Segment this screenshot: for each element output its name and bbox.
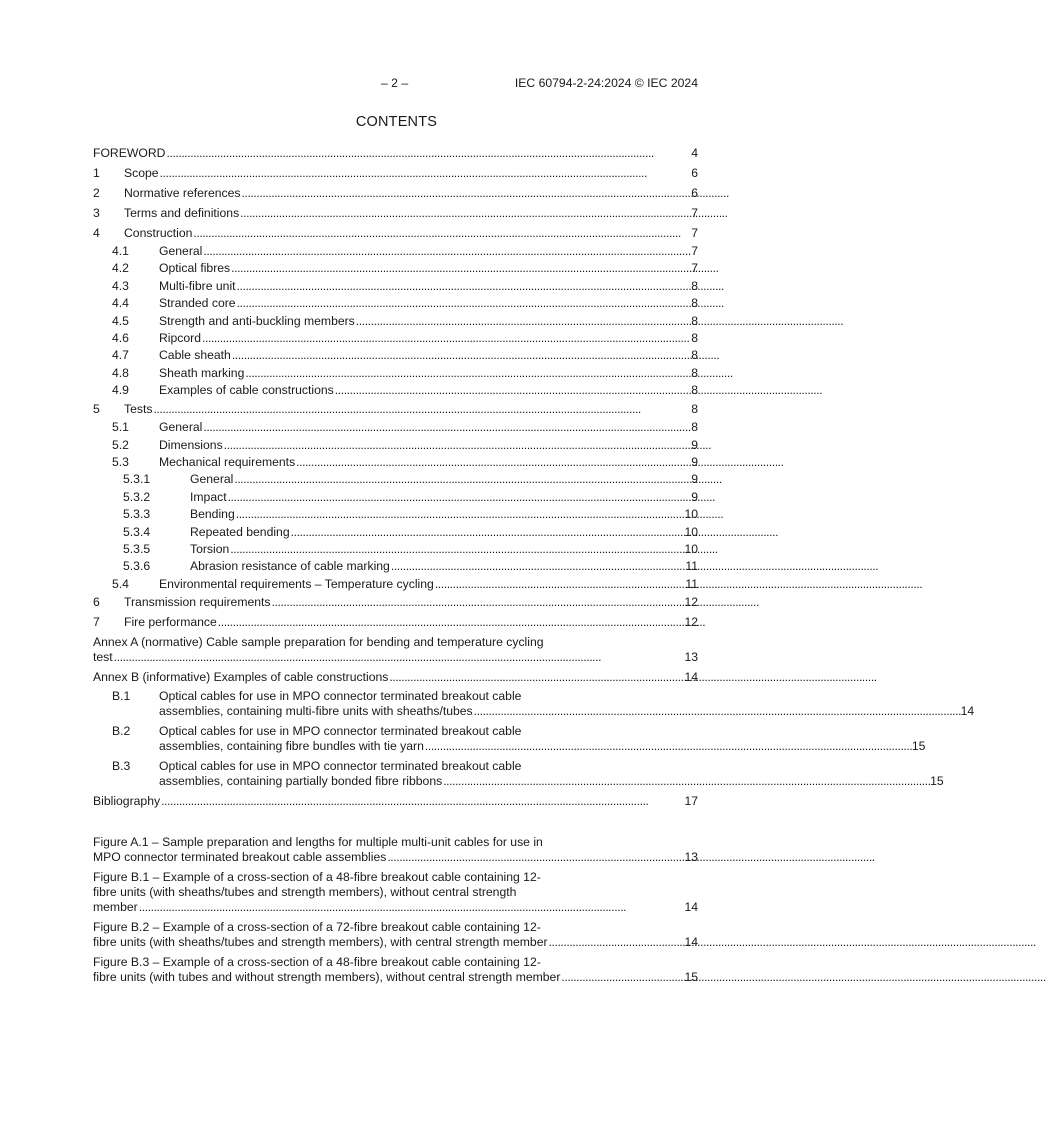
bibliography-entry[interactable] [93,791,698,811]
toc-entry-page: 8 [691,348,698,363]
toc-entry[interactable] [93,935,698,950]
dot-leader [224,438,691,453]
toc-entry-page: 4 [691,146,698,161]
table-of-contents [93,144,975,987]
toc-entry-title: General [159,244,203,259]
figure-caption-line: Figure B.2 – Example of a cross-section of a 72-fibre breakout cable containing 12- [93,920,541,935]
figure-entry[interactable] [93,952,698,987]
toc-entry-number: 5.1 [112,420,129,435]
toc-entry-page: 10 [684,524,698,539]
annex-entry[interactable] [93,667,698,687]
toc-entry-page: 8 [691,383,698,398]
toc-entry-title: Dimensions [159,437,223,452]
dot-leader [291,525,684,540]
toc-entry-title: Terms and definitions [124,205,240,220]
dot-leader [160,166,691,181]
toc-entry-page: 14 [684,900,698,915]
dot-leader [228,490,691,505]
toc-entry-number: 4.1 [112,244,129,259]
toc-entry-title: Impact [190,489,227,504]
dot-leader [232,348,690,363]
toc-entry[interactable] [159,774,944,789]
toc-entry-number: 1 [93,166,100,181]
dot-leader [435,577,685,592]
toc-entry-title: Transmission requirements [124,595,271,610]
toc-entry[interactable] [93,295,698,312]
annex-clause-entry[interactable] [93,687,975,722]
dot-leader [203,420,690,435]
page-number: – 2 – [381,76,409,90]
toc-entry-title: Examples of cable constructions [159,383,334,398]
toc-entry-title: test [93,649,113,664]
toc-entry-page: 14 [960,704,975,719]
dot-leader [234,472,690,487]
toc-entry-number: 7 [93,614,100,629]
toc-entry-number: 6 [93,595,100,610]
toc-entry-title: Abrasion resistance of cable marking [190,559,390,574]
annex-entry[interactable] [93,632,698,667]
toc-entry[interactable] [93,347,698,364]
toc-entry-page: 14 [684,669,698,684]
dot-leader [202,331,690,346]
toc-entry[interactable] [93,399,698,419]
toc-entry-number: 4.4 [112,296,129,311]
toc-entry[interactable] [159,704,974,719]
toc-entry-page: 7 [691,261,698,276]
toc-entry-title: Bibliography [93,793,161,808]
figure-caption-line: fibre units (with sheaths/tubes and strength members), without central strength [93,885,517,900]
toc-entry-page: 9 [691,437,698,452]
toc-entry[interactable] [93,506,698,523]
toc-entry-title: Strength and anti-buckling members [159,313,355,328]
toc-entry-page: 12 [684,595,698,610]
annex-clause-body [159,689,974,719]
toc-entry-number: 5.3.3 [123,507,151,522]
page-title: CONTENTS [355,114,438,130]
toc-entry-title: Sheath marking [159,365,245,380]
toc-entry[interactable] [93,454,698,471]
toc-entry[interactable] [93,558,698,575]
toc-entry-title: FOREWORD [93,146,166,161]
toc-entry-number: 5.3.5 [123,541,151,556]
figure-entry[interactable] [93,833,698,868]
toc-entry-page: 15 [911,739,926,754]
toc-entry-page: 9 [691,472,698,487]
dot-leader [240,206,690,221]
toc-entry-title: fibre units (with sheaths/tubes and strength members), with central strength member [93,935,548,950]
toc-entry-page: 6 [691,185,698,200]
toc-entry-number: 4.2 [112,261,129,276]
dot-leader [549,935,684,950]
dot-leader [335,383,690,398]
toc-entry[interactable] [93,970,698,985]
dot-leader [391,559,685,574]
dot-leader [242,186,691,201]
toc-entry[interactable] [93,164,698,184]
figure-entry[interactable] [93,868,698,918]
toc-entry-title: member [93,900,138,915]
dot-leader [356,314,690,329]
toc-entry[interactable] [93,593,698,613]
figure-caption-line: Figure B.3 – Example of a cross-section of a 48-fibre breakout cable containing 12- [93,954,541,969]
toc-entry-title: assemblies, containing fibre bundles with tie yarn [159,739,424,754]
dot-leader [161,794,683,809]
dot-leader [237,296,691,311]
dot-leader [203,244,690,259]
toc-entry[interactable] [93,523,698,540]
dot-leader [237,279,691,294]
annex-title-line: Annex A (normative) Cable sample preparation for bending and temperature cycling [93,634,544,649]
toc-entry-number: B.1 [112,689,131,704]
dot-leader [443,774,929,789]
dot-leader [218,615,684,630]
toc-entry[interactable] [93,613,698,633]
toc-entry-title: General [159,420,203,435]
toc-entry-number: 4.7 [112,348,129,363]
toc-entry[interactable] [93,330,698,347]
dot-leader [231,261,690,276]
toc-entry-title: Annex B (informative) Examples of cable constructions [93,669,389,684]
toc-entry-number: 4.6 [112,330,129,345]
toc-entry[interactable] [93,312,698,329]
toc-entry-page: 6 [691,166,698,181]
toc-entry-page: 7 [691,225,698,240]
dot-leader [296,455,690,470]
toc-entry-title: Cable sheath [159,348,231,363]
toc-entry-number: 5.3 [112,455,129,469]
toc-entry-page: 11 [685,559,698,574]
toc-entry-number: 4 [93,225,100,240]
toc-entry-number: 5.3.2 [123,489,151,504]
toc-entry[interactable] [93,419,698,436]
toc-entry-page: 10 [684,507,698,522]
toc-entry-page: 13 [684,850,698,865]
toc-entry-number: 4.9 [112,383,129,398]
dot-leader [387,850,683,865]
toc-entry-number: 4.5 [112,313,129,328]
toc-entry-number: 4.3 [112,278,129,293]
toc-entry-page: 8 [691,330,698,345]
toc-entry[interactable] [93,223,698,243]
dot-leader [139,900,684,915]
dot-leader [474,704,960,719]
toc-entry-title: fibre units (with tubes and without strength members), without central strength member [93,969,561,984]
toc-entry[interactable] [93,436,698,453]
toc-entry-title: Stranded core [159,296,236,311]
toc-entry[interactable] [93,541,698,558]
toc-entry-title: assemblies, containing multi-fibre units with sheaths/tubes [159,704,473,719]
toc-entry[interactable] [93,243,698,260]
figure-caption-line: Figure A.1 – Sample preparation and lengths for multiple multi-unit cables for use in [93,835,543,850]
dot-leader [245,366,690,381]
toc-entry-title: assemblies, containing partially bonded fibre ribbons [159,773,443,788]
toc-entry-title: Torsion [190,541,230,556]
annex-clause-entry[interactable] [93,722,926,757]
toc-entry-title: General [190,472,234,487]
toc-entry-title: Bending [190,507,235,522]
toc-entry[interactable] [93,203,698,223]
toc-entry-page: 10 [684,541,698,556]
annex-clause-title-line: Optical cables for use in MPO connector terminated breakout cable [159,689,522,704]
dot-leader [561,970,683,985]
toc-entry[interactable] [93,900,698,915]
annex-clause-entry[interactable] [93,757,944,792]
figure-entry[interactable] [93,918,698,953]
toc-entry-page: 9 [691,489,698,504]
dot-leader [236,507,684,522]
toc-entry-page: 13 [684,649,698,664]
toc-entry-number: 5.3.6 [123,559,151,574]
toc-entry-title: Multi-fibre unit [159,278,236,293]
toc-entry[interactable] [93,278,698,295]
annex-clause-title-line: Optical cables for use in MPO connector terminated breakout cable [159,724,522,739]
toc-entry-page: 8 [691,313,698,328]
toc-entry-page: 11 [685,576,698,591]
toc-entry-title: Tests [124,401,153,416]
toc-entry-number: 5 [93,401,100,416]
annex-clause-body [159,724,925,754]
toc-entry-number: B.2 [112,724,131,739]
toc-entry[interactable] [93,365,698,382]
toc-entry[interactable] [93,650,698,665]
toc-entry[interactable] [93,260,698,277]
toc-entry[interactable] [93,575,698,592]
toc-entry-title: Scope [124,166,159,181]
toc-entry[interactable] [93,382,698,399]
toc-entry-page: 8 [691,401,698,416]
toc-entry-page: 17 [684,793,698,808]
toc-entry[interactable] [93,489,698,506]
dot-leader [193,226,690,241]
toc-entry-title: Normative references [124,185,241,200]
toc-entry[interactable] [93,144,698,164]
toc-entry[interactable] [159,739,925,754]
toc-entry-number: 4.8 [112,365,129,380]
toc-entry[interactable] [93,184,698,204]
toc-entry-page: 12 [684,614,698,629]
toc-entry-number: 5.3.4 [123,524,151,539]
toc-entry-number: 5.4 [112,576,129,591]
toc-entry-page: 15 [930,773,944,788]
toc-entry-page: 9 [691,455,698,469]
toc-entry-title: Optical fibres [159,261,231,276]
document-id: IEC 60794-2-24:2024 © IEC 2024 [514,76,698,90]
toc-entry-number: 5.3.1 [123,472,151,487]
toc-entry[interactable] [93,471,698,488]
toc-entry-title: Fire performance [124,614,217,629]
dot-leader [425,739,911,754]
toc-entry[interactable] [93,850,698,865]
toc-entry-page: 8 [691,296,698,311]
dot-leader [166,146,690,161]
toc-entry-number: 3 [93,205,100,220]
toc-entry-number: 5.2 [112,437,129,452]
toc-entry-title: Construction [124,225,193,240]
figure-caption-line: Figure B.1 – Example of a cross-section of a 48-fibre breakout cable containing 12- [93,870,541,885]
dot-leader [153,402,690,417]
toc-entry-title: Ripcord [159,330,201,345]
dot-leader [230,542,683,557]
section-gap [93,811,698,833]
toc-entry-page: 7 [691,244,698,259]
toc-entry-page: 14 [684,935,698,950]
dot-leader [114,650,684,665]
toc-entry-page: 7 [691,205,698,220]
dot-leader [272,595,684,610]
toc-entry-page: 8 [691,365,698,380]
toc-entry-title: MPO connector terminated breakout cable assemblies [93,850,387,865]
toc-entry-title: Environmental requirements – Temperature cycling [159,576,434,591]
toc-entry-title: Mechanical requirements [159,455,296,469]
dot-leader [389,670,683,685]
toc-entry-page: 15 [684,969,698,984]
annex-clause-title-line: Optical cables for use in MPO connector terminated breakout cable [159,758,522,773]
toc-entry-page: 8 [691,420,698,435]
page-header [93,76,698,92]
toc-entry-number: B.3 [112,758,131,773]
toc-entry-page: 8 [691,278,698,293]
toc-entry-number: 2 [93,185,100,200]
annex-clause-body [159,759,944,789]
toc-entry-title: Repeated bending [190,524,290,539]
